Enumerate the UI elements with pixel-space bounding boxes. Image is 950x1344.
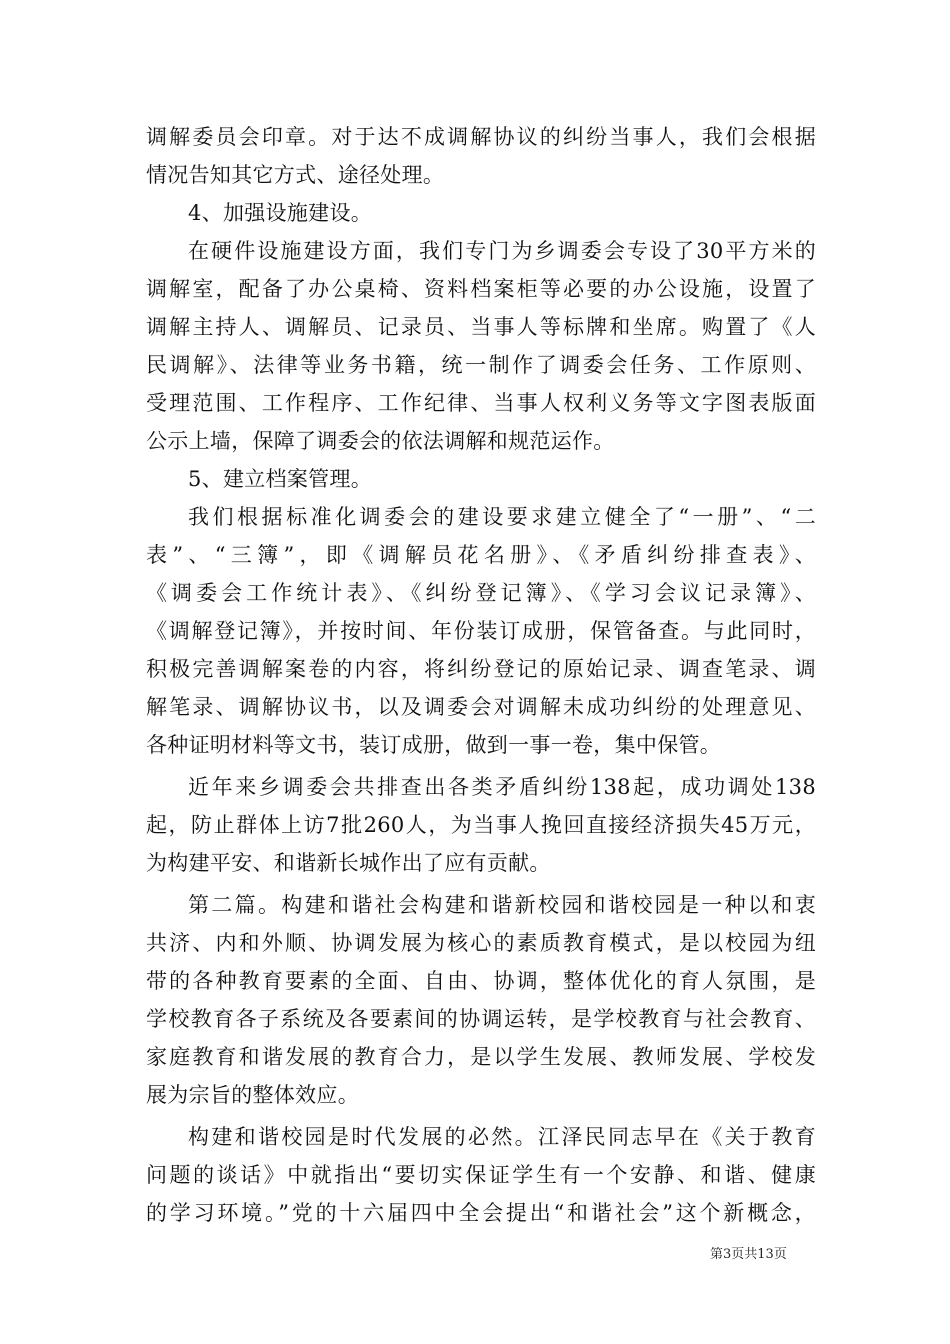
text-line: 各种证明材料等文书，装订成册，做到一事一卷，集中保管。: [146, 733, 722, 757]
text-line: 解笔录、调解协议书，以及调委会对调解未成功纠纷的处理意见、: [146, 695, 816, 719]
text-line: 构建和谐校园是时代发展的必然。江泽民同志早在《关于教育: [188, 1125, 816, 1149]
text-line: 学校教育各子系统及各要素间的协调运转，是学校教育与社会教育、: [146, 1007, 816, 1031]
text-line: 家庭教育和谐发展的教育合力，是以学生发展、教师发展、学校发: [146, 1045, 816, 1069]
text-line: 的学习环境。”党的十六届四中全会提出“和谐社会”这个新概念，: [146, 1201, 816, 1225]
text-line: 带的各种教育要素的全面、自由、协调，整体优化的育人氛围，是: [146, 969, 816, 993]
section-heading: 4、加强设施建设。: [188, 201, 373, 225]
text-line: 《调委会工作统计表》、《纠纷登记簿》、《学习会议记录簿》、: [146, 581, 816, 605]
text-line: 问题的谈话》中就指出“要切实保证学生有一个安静、和谐、健康: [146, 1163, 816, 1187]
text-line: 我们根据标准化调委会的建设要求建立健全了“一册”、“二: [188, 505, 816, 529]
text-line: 调解室，配备了办公桌椅、资料档案柜等必要的办公设施，设置了: [146, 277, 816, 301]
text-line: 第二篇。构建和谐社会构建和谐新校园和谐校园是一种以和衷: [188, 893, 816, 917]
text-line: 受理范围、工作程序、工作纪律、当事人权利义务等文字图表版面: [146, 391, 816, 415]
page-number: 第3页共13页: [710, 1247, 787, 1262]
section-heading: 5、建立档案管理。: [188, 467, 373, 491]
text-line: 展为宗旨的整体效应。: [146, 1083, 359, 1107]
text-line: 调解委员会印章。对于达不成调解协议的纠纷当事人，我们会根据: [146, 125, 816, 149]
text-line: 在硬件设施建设方面，我们专门为乡调委会专设了30平方米的: [188, 239, 816, 263]
text-line: 调解主持人、调解员、记录员、当事人等标牌和坐席。购置了《人: [146, 315, 816, 339]
text-line: 民调解》、法律等业务书籍，统一制作了调委会任务、工作原则、: [146, 353, 816, 377]
text-line: 公示上墙，保障了调委会的依法调解和规范运作。: [146, 429, 615, 453]
text-line: 《调解登记簿》，并按时间、年份装订成册，保管备查。与此同时，: [146, 619, 816, 643]
text-line: 为构建平安、和谐新长城作出了应有贡献。: [146, 851, 551, 875]
text-line: 起，防止群体上访7批260人，为当事人挽回直接经济损失45万元，: [146, 813, 816, 837]
text-line: 近年来乡调委会共排查出各类矛盾纠纷138起，成功调处138: [188, 775, 816, 799]
text-line: 情况告知其它方式、途径处理。: [146, 163, 445, 187]
text-line: 共济、内和外顺、协调发展为核心的素质教育模式，是以校园为纽: [146, 931, 816, 955]
text-line: 积极完善调解案卷的内容，将纠纷登记的原始记录、调查笔录、调: [146, 657, 816, 681]
text-line: 表”、“三簿”，即《调解员花名册》、《矛盾纠纷排查表》、: [146, 543, 816, 567]
